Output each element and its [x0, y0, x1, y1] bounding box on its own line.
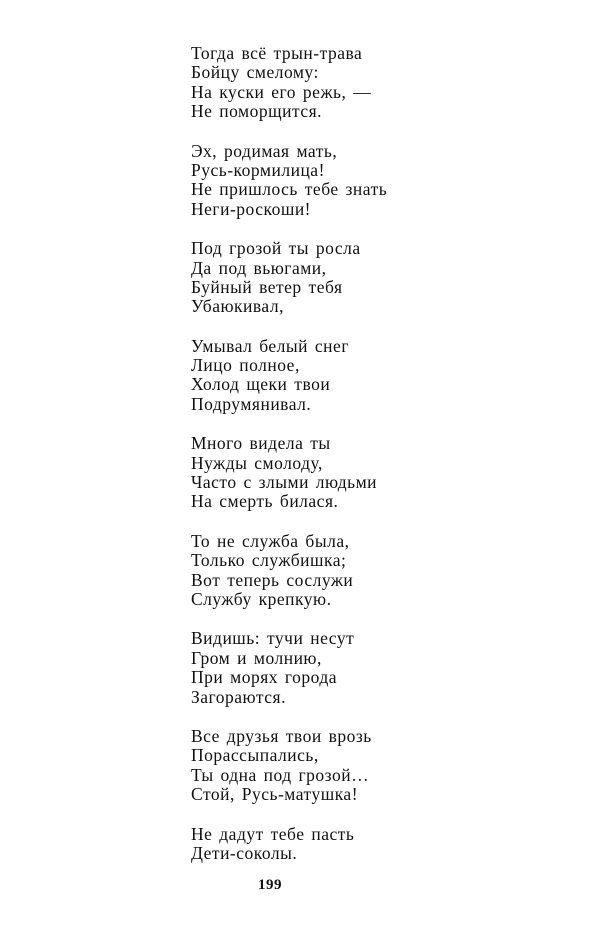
poem-line: Бойцу смелому: [191, 62, 319, 83]
poem-line: Гром и молнию, [191, 647, 322, 668]
poem-line: Умывал белый снег [191, 335, 349, 356]
poem-line: Под грозой ты росла [191, 238, 361, 259]
stanza [191, 44, 571, 122]
poem-line: Службу крепкую. [191, 588, 332, 609]
stanza [191, 629, 571, 707]
stanza [191, 142, 571, 220]
poem-line: Не дадут тебе пасть [191, 823, 355, 844]
poem-line: На куски его режь, — [191, 81, 372, 102]
poem-line: Загораются. [191, 686, 286, 707]
poem-line: Лицо полное, [191, 355, 300, 376]
poem-line: Ты одна под грозой… [191, 764, 370, 785]
poem-line: На смерть билася. [191, 491, 339, 512]
page-number: 199 [258, 877, 282, 893]
stanza [191, 727, 571, 805]
poem-line: Подрумянивал. [191, 393, 312, 414]
poem-line: Дети-соколы. [191, 842, 298, 863]
poem-line: Не поморщится. [191, 101, 323, 122]
poem-line: Много видела ты [191, 433, 331, 454]
stanza [191, 532, 571, 610]
poem-line: Убаюкивал, [191, 296, 284, 317]
poem-line: Холод щеки твои [191, 374, 331, 395]
poem-line: Русь-кормилица! [191, 159, 325, 180]
poem-line: Часто с злыми людьми [191, 472, 378, 493]
poem-line: Только службишка; [191, 550, 347, 571]
stanza [191, 337, 571, 415]
poem-body [191, 44, 571, 883]
poem-line: Стой, Русь-матушка! [191, 784, 359, 805]
stanza [191, 434, 571, 512]
stanza [191, 825, 571, 864]
poem-line: Видишь: тучи несут [191, 628, 355, 649]
poem-line: Эх, родимая мать, [191, 140, 338, 161]
poem-line: Все друзья твои врозь [191, 725, 372, 746]
poem-line: При морях города [191, 667, 338, 688]
poem-line: Нужды смолоду, [191, 452, 323, 473]
stanza [191, 239, 571, 317]
poem-line: Вот теперь сослужи [191, 569, 354, 590]
poem-line: Не пришлось тебе знать [191, 179, 388, 200]
poem-line: Да под вьюгами, [191, 257, 327, 278]
poem-line: То не служба была, [191, 530, 350, 551]
poem-line: Порассыпались, [191, 745, 319, 766]
poem-line: Буйный ветер тебя [191, 276, 343, 297]
poem-line: Неги-роскоши! [191, 198, 312, 219]
poem-line: Тогда всё трын-трава [191, 43, 363, 63]
